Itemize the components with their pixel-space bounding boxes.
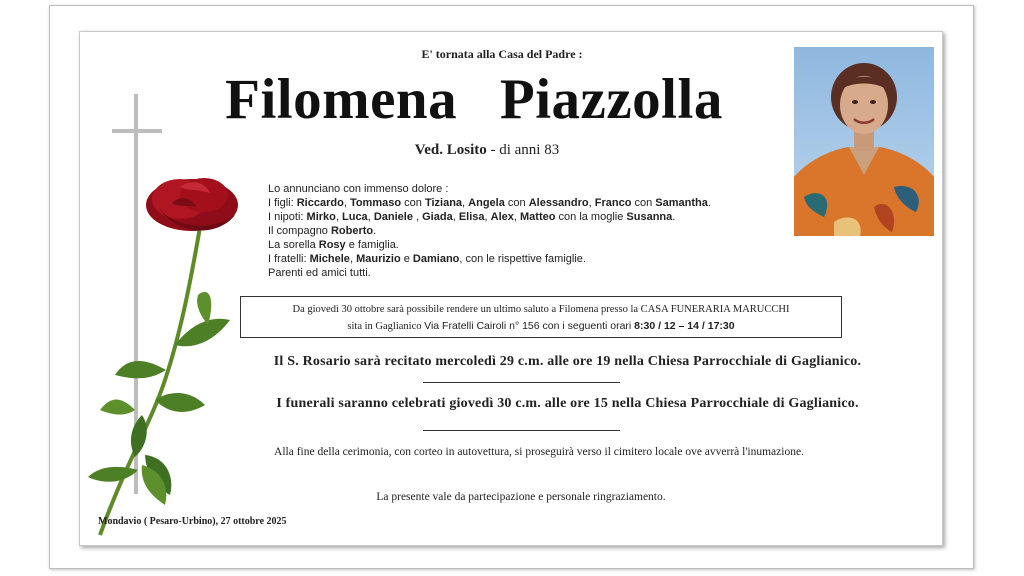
announcer-line [268,238,768,252]
announcer-text: , [462,197,469,209]
announcer-text: con [401,197,425,209]
announcer-name: Tommaso [349,197,402,209]
announcer-line [268,182,768,196]
announcer-text: , [343,197,350,209]
announcer-text: e [400,253,413,265]
announcer-name: Samantha [655,197,708,209]
announcer-name: Franco [594,197,632,209]
announcer-name: Mirko [306,211,336,223]
announcer-text: I figli: [268,197,297,209]
announcer-text: , [367,211,374,223]
announcer-line [268,210,768,224]
announcer-text: e famiglia. [345,239,399,251]
announcer-line [268,224,768,238]
announcer-text: Lo annunciano con immenso dolore : [268,183,449,195]
visitation-box [240,296,842,338]
visitation-line-1: Da giovedì 30 ottobre sarà possibile rendere un ultimo saluto a Filomena presso la CASA FUNERARIA MARUCCHI [292,304,790,315]
announcer-text: , [349,253,357,265]
age-text: - di anni 83 [490,142,560,158]
announcer-name: Elisa [458,211,485,223]
visitation-hours-label: con i seguenti orari [539,320,635,332]
announcer-text: . [672,211,676,223]
announcer-text: , [452,211,459,223]
announcer-text: , [484,211,491,223]
visitation-line-2 [241,318,841,335]
announcer-text: Il compagno [268,225,331,237]
announcer-text: I nipoti: [268,211,307,223]
announcer-line [268,252,768,266]
thanks-text: La presente vale da partecipazione e personale ringraziamento. [376,491,666,503]
announcer-text: , [588,197,595,209]
portrait-icon [794,47,934,236]
announcer-name: Damiano [412,253,460,265]
announcer-name: Susanna [626,211,673,223]
divider-2 [423,430,620,431]
announcer-text: , [412,211,423,223]
announcer-line [268,196,768,210]
announcer-text: , [335,211,342,223]
funeral-text: I funerali saranno celebrati giovedì 30 c.m. alle ore 15 nella Chiesa Parrocchiale di Gaglianico. [276,396,859,411]
announcer-name: Rosy [318,239,346,251]
ceremony-text: Alla fine della cerimonia, con corteo in autovettura, si proseguirà verso il cimitero locale ove avverrà l'inumazione. [274,446,804,458]
announcer-name: Alessandro [528,197,589,209]
announcer-line [268,266,768,280]
announcer-name: Roberto [330,225,374,237]
visitation-location: sita in Gaglianico [347,321,425,332]
announcer-name: Daniele [373,211,413,223]
announcer-name: Luca [342,211,368,223]
announcer-name: Matteo [520,211,556,223]
place-date: Mondavio ( Pesaro-Urbino), 27 ottobre 2025 [98,516,287,527]
announcer-name: Riccardo [296,197,344,209]
announcer-name: Alex [490,211,514,223]
announcers-list [268,182,768,280]
intro-text: E' tornata alla Casa del Padre : [421,47,583,61]
announcer-name: Maurizio [356,253,401,265]
announcer-text: con [504,197,529,209]
announcer-text: . [707,197,711,209]
announcer-name: Tiziana [424,197,463,209]
rosary-text: Il S. Rosario sarà recitato mercoledì 29 c.m. alle ore 19 nella Chiesa Parrocchiale di Gaglianico. [273,354,862,369]
announcer-text: . [373,225,377,237]
announcer-text: , [513,211,521,223]
divider-1 [423,382,620,383]
first-name: Filomena [225,68,458,131]
portrait-photo [794,47,934,236]
visitation-address: Via Fratelli Cairoli n° 156 [424,320,540,332]
announcer-name: Michele [309,253,350,265]
widow-of: Ved. Losito [414,142,487,158]
last-name: Piazzolla [499,68,723,131]
announcer-name: Giada [422,211,453,223]
announcer-name: Angela [468,197,505,209]
visitation-hours: 8:30 / 12 – 14 / 17:30 [634,320,735,332]
announcer-text: Parenti ed amici tutti. [268,267,371,279]
announcer-text: La sorella [268,239,319,251]
announcer-text: , con le rispettive famiglie. [459,253,586,265]
announcer-text: con [631,197,656,209]
announcer-text: con la moglie [555,211,627,223]
announcer-text: I fratelli: [268,253,310,265]
